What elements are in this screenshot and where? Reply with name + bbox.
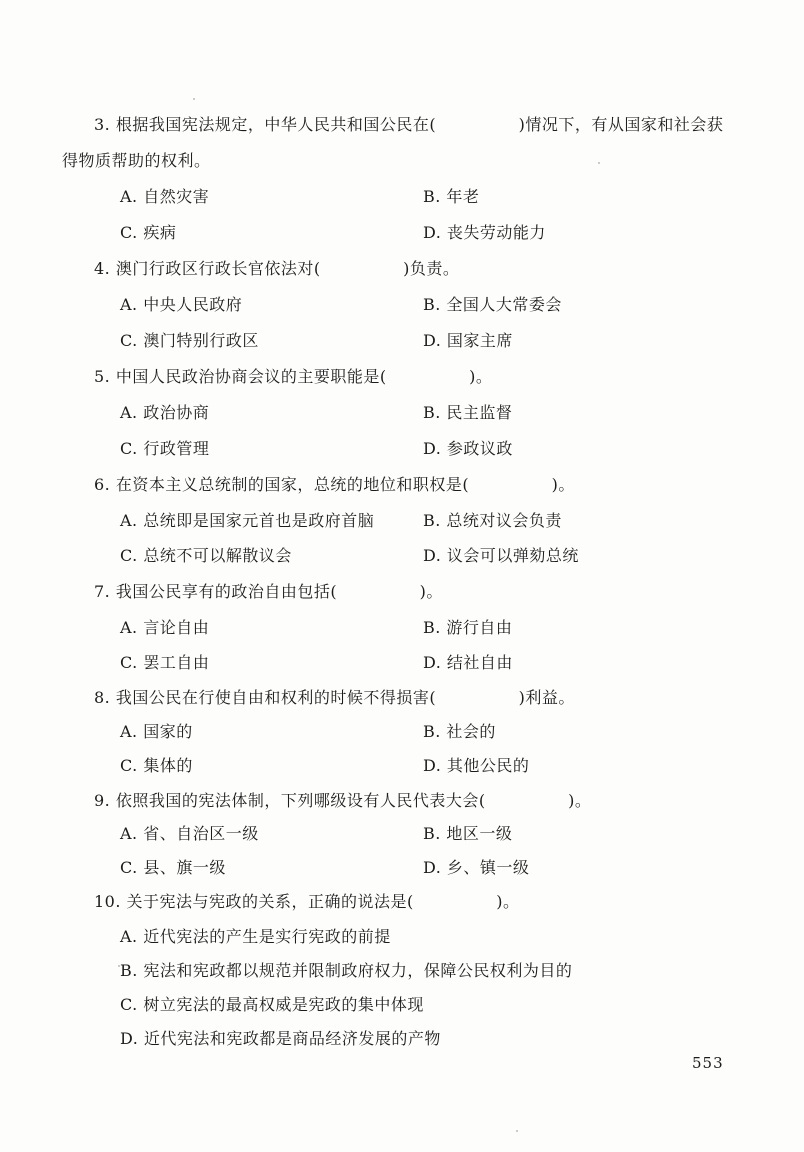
question-5-option-a: A. 政治协商 bbox=[120, 403, 210, 422]
question-3-option-a: A. 自然灾害 bbox=[120, 187, 210, 206]
question-4-option-b: B. 全国人大常委会 bbox=[423, 295, 562, 314]
question-9-stem: 9. 依照我国的宪法体制，下列哪级设有人民代表大会( )。 bbox=[94, 791, 592, 810]
question-3-stem: 3. 根据我国宪法规定，中华人民共和国公民在( )情况下，有从国家和社会获 bbox=[94, 115, 724, 134]
question-7-option-c: C. 罢工自由 bbox=[120, 653, 210, 672]
question-7-option-a: A. 言论自由 bbox=[120, 618, 210, 637]
question-7-stem: 7. 我国公民享有的政治自由包括( )。 bbox=[94, 582, 443, 601]
question-3-option-c: C. 疾病 bbox=[120, 223, 177, 242]
question-10-option-a: A. 近代宪法的产生是实行宪政的前提 bbox=[120, 927, 391, 946]
question-3-option-b: B. 年老 bbox=[423, 187, 480, 206]
question-10-stem: 10. 关于宪法与宪政的关系，正确的说法是( )。 bbox=[94, 892, 520, 911]
question-4-option-a: A. 中央人民政府 bbox=[120, 295, 243, 314]
question-5-option-d: D. 参政议政 bbox=[423, 439, 513, 458]
question-5-option-c: C. 行政管理 bbox=[120, 439, 210, 458]
question-9-option-d: D. 乡、镇一级 bbox=[423, 858, 530, 877]
question-8-stem: 8. 我国公民在行使自由和权利的时候不得损害( )利益。 bbox=[94, 688, 575, 707]
question-10-option-b: B. 宪法和宪政都以规范并限制政府权力，保障公民权利为目的 bbox=[120, 961, 573, 980]
question-3-stem-continued: 得物质帮助的权利。 bbox=[62, 151, 211, 170]
question-5-stem: 5. 中国人民政治协商会议的主要职能是( )。 bbox=[94, 367, 493, 386]
question-6-stem: 6. 在资本主义总统制的国家，总统的地位和职权是( )。 bbox=[94, 475, 575, 494]
question-4-option-c: C. 澳门特别行政区 bbox=[120, 331, 259, 350]
question-4-option-d: D. 国家主席 bbox=[423, 331, 513, 350]
scan-speck bbox=[516, 1130, 518, 1132]
question-8-option-d: D. 其他公民的 bbox=[423, 756, 530, 775]
page-number: 553 bbox=[692, 1054, 724, 1072]
scan-speck bbox=[193, 98, 195, 100]
scan-speck bbox=[118, 965, 120, 967]
question-9-option-c: C. 县、旗一级 bbox=[120, 858, 226, 877]
question-4-stem: 4. 澳门行政区行政长官依法对( )负责。 bbox=[94, 259, 460, 278]
question-10-option-c: C. 树立宪法的最高权威是宪政的集中体现 bbox=[120, 995, 424, 1014]
question-9-option-a: A. 省、自治区一级 bbox=[120, 824, 259, 843]
question-6-option-a: A. 总统即是国家元首也是政府首脑 bbox=[120, 511, 375, 530]
question-3-option-d: D. 丧失劳动能力 bbox=[423, 223, 546, 242]
question-7-option-b: B. 游行自由 bbox=[423, 618, 513, 637]
question-6-option-b: B. 总统对议会负责 bbox=[423, 511, 562, 530]
question-6-option-d: D. 议会可以弹劾总统 bbox=[423, 546, 579, 565]
question-8-option-a: A. 国家的 bbox=[120, 722, 193, 741]
question-8-option-b: B. 社会的 bbox=[423, 722, 496, 741]
question-8-option-c: C. 集体的 bbox=[120, 756, 193, 775]
question-7-option-d: D. 结社自由 bbox=[423, 653, 513, 672]
question-5-option-b: B. 民主监督 bbox=[423, 403, 513, 422]
scan-speck bbox=[598, 162, 600, 164]
question-10-option-d: D. 近代宪法和宪政都是商品经济发展的产物 bbox=[120, 1029, 441, 1048]
question-6-option-c: C. 总统不可以解散议会 bbox=[120, 546, 292, 565]
question-9-option-b: B. 地区一级 bbox=[423, 824, 513, 843]
